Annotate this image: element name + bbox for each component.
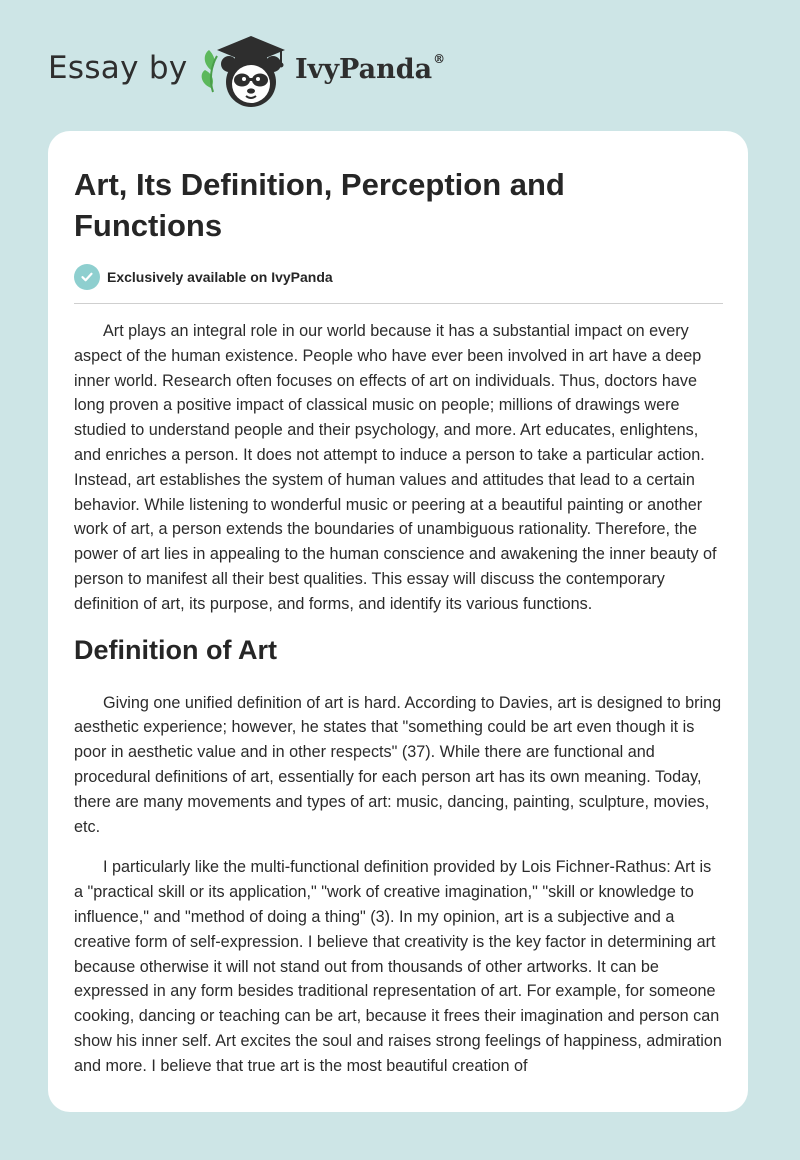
check-icon bbox=[74, 264, 100, 290]
paragraph-opinion: I particularly like the multi-functional definition provided by Lois Fichner-Rathus: Art is a "practical skill or its application," "work of creative imagination," "skill or knowledge to influence," and "method of doing a thing" (3). In my opinion, art is a subjective and a creative form of self-expression. I believe that creativity is the key factor in determining art because otherwise it will not stand out from thousands of other artworks. It can be expressed in any form besides traditional representation of art. For example, for someone cooking, dancing or teaching can be art, because it frees their imagination and person can show his inner self. Art excites the soul and raises strong feelings of happiness, admiration and more. I believe that true art is the most beautiful creation of bbox=[74, 858, 722, 1075]
divider bbox=[74, 303, 723, 304]
section-heading: Definition of Art bbox=[74, 634, 277, 665]
essay-body bbox=[74, 319, 724, 1095]
exclusive-badge bbox=[74, 264, 333, 290]
essay-by-label: Essay by bbox=[48, 50, 188, 86]
site-header bbox=[48, 30, 508, 110]
essay-card bbox=[48, 131, 748, 1112]
panda-graduation-cap-icon[interactable] bbox=[201, 30, 293, 110]
exclusive-label: Exclusively available on IvyPanda bbox=[107, 269, 333, 285]
trademark-symbol: ® bbox=[433, 52, 446, 66]
paragraph-definition: Giving one unified definition of art is hard. According to Davies, art is designed to bring aesthetic experience; however, he states that "something could be art even though it is poor in aesthetic value and in other respects" (37). While there are functional and procedural definitions of art, essentially for each person art has its own meaning. Today, there are many movements and types of art: music, dancing, painting, sculpture, movies, etc. bbox=[74, 693, 722, 836]
essay-title: Art, Its Definition, Perception and Functions bbox=[74, 167, 565, 243]
paragraph-intro: Art plays an integral role in our world because it has a substantial impact on every aspect of the human existence. People who have ever been involved in art have a deep inner world. Research often focuses on effects of art on individuals. Thus, doctors have long proven a positive impact of classical music on people; millions of drawings were studied to understand people and their psychology, and more. Art educates, enlightens, and enriches a person. It does not attempt to induce a person to take a particular action. Instead, art establishes the system of human values and attitudes that lead to a certain behavior. While listening to wonderful music or peering at a beautiful painting or another work of art, a person extends the boundaries of unambiguous rationality. Therefore, the power of art lies in appealing to the human conscience and awakening the inner beauty of person to manifest all their best qualities. This essay will discuss the contemporary definition of art, its purpose, and forms, and identify its various functions. bbox=[74, 322, 717, 613]
brand-logo-text[interactable]: IvyPanda® bbox=[295, 52, 446, 85]
